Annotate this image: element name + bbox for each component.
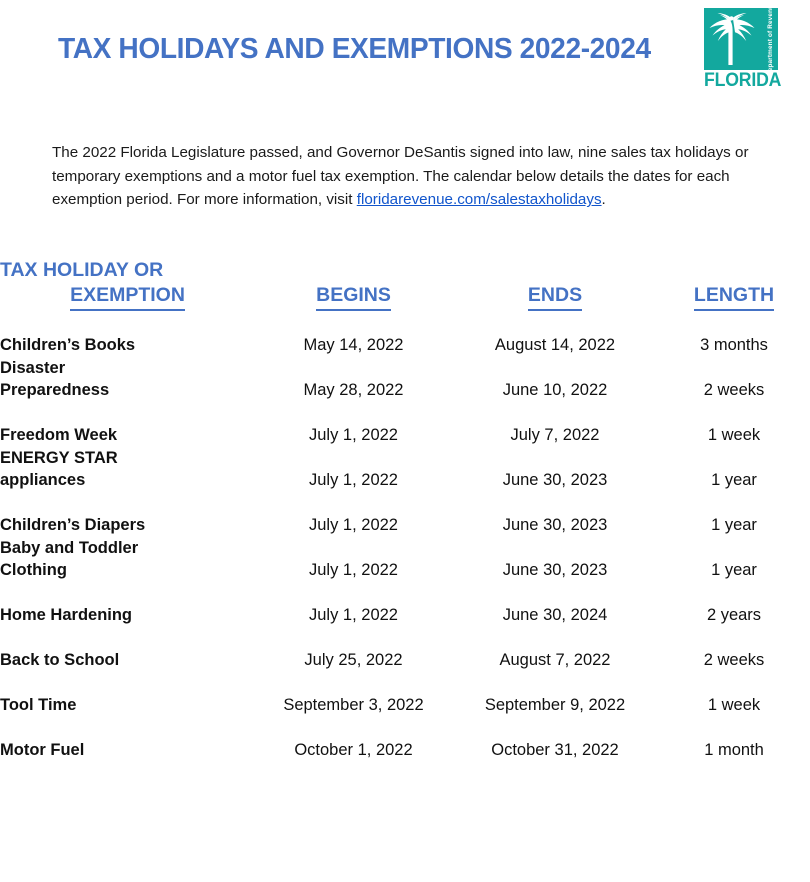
table-row — [0, 446, 810, 491]
table-row — [0, 581, 810, 626]
cell-ends-date: September 9, 2022 — [484, 696, 626, 714]
table-row — [0, 626, 810, 671]
cell-length: 2 weeks — [703, 651, 765, 669]
column-header-begins — [255, 258, 452, 311]
column-header-exemption-line1: TAX HOLIDAY OR — [0, 259, 164, 281]
cell-ends-date: June 30, 2024 — [502, 606, 608, 624]
cell-begins-date: October 1, 2022 — [294, 741, 413, 759]
exemption-name-line1: ENERGY STAR — [0, 449, 118, 467]
exemption-name-line1: Home Hardening — [0, 606, 133, 624]
table-header-row — [0, 258, 810, 311]
cell-exemption-name — [0, 716, 255, 761]
cell-length: 2 years — [706, 606, 762, 624]
cell-begins-date: July 1, 2022 — [309, 606, 398, 624]
exemption-name-line2: Preparedness — [0, 381, 110, 399]
cell-begins-date: July 1, 2022 — [309, 561, 398, 579]
cell-exemption-name — [0, 536, 255, 581]
cell-ends-date: June 10, 2022 — [502, 381, 608, 399]
cell-ends-date: July 7, 2022 — [510, 426, 600, 444]
cell-length: 1 year — [711, 561, 757, 579]
table-row — [0, 671, 810, 716]
exemption-name-line1: Disaster — [0, 359, 66, 377]
cell-ends-date: August 7, 2022 — [499, 651, 611, 669]
exemption-name-line1: Children’s Diapers — [0, 516, 146, 534]
intro-text-after-link: . — [601, 191, 606, 209]
cell-exemption-name — [0, 626, 255, 671]
exemption-name-line1: Back to School — [0, 651, 120, 669]
cell-exemption-name — [0, 446, 255, 491]
column-header-exemption-line2: EXEMPTION — [70, 283, 185, 311]
cell-begins-date: May 28, 2022 — [303, 381, 404, 399]
cell-exemption-name — [0, 311, 255, 356]
cell-exemption-name — [0, 671, 255, 716]
cell-length: 2 weeks — [703, 381, 765, 399]
cell-begins-date: July 1, 2022 — [309, 471, 398, 489]
page-header — [0, 0, 810, 100]
exemption-name-line2: appliances — [0, 471, 86, 489]
table-row — [0, 716, 810, 761]
cell-begins-date: July 1, 2022 — [309, 516, 398, 534]
salestaxholidays-link[interactable]: floridarevenue.com/salestaxholidays — [356, 191, 602, 209]
page-title: TAX HOLIDAYS AND EXEMPTIONS 2022-2024 — [58, 33, 651, 65]
table-row — [0, 356, 810, 401]
cell-length: 1 year — [711, 516, 757, 534]
cell-exemption-name — [0, 581, 255, 626]
cell-exemption-name — [0, 491, 255, 536]
cell-begins-date: July 25, 2022 — [304, 651, 403, 669]
tax-holidays-table — [0, 258, 810, 761]
exemption-name-line1: Baby and Toddler — [0, 539, 139, 557]
cell-exemption-name — [0, 356, 255, 401]
table-row — [0, 311, 810, 356]
column-header-ends-label: ENDS — [528, 283, 582, 311]
cell-length: 1 week — [707, 696, 761, 714]
cell-length: 3 months — [700, 336, 768, 354]
cell-length: 1 month — [704, 741, 764, 759]
palm-tree-icon — [706, 9, 758, 69]
florida-department-of-revenue-logo — [704, 1, 782, 92]
column-header-exemption — [0, 258, 255, 311]
column-header-begins-label: BEGINS — [316, 283, 391, 311]
table-row — [0, 401, 810, 446]
cell-ends-date: June 30, 2023 — [502, 516, 608, 534]
logo-teal-square — [704, 1, 778, 77]
table-row — [0, 536, 810, 581]
cell-length: 1 year — [711, 471, 757, 489]
column-header-length-label: LENGTH — [694, 283, 774, 311]
cell-exemption-name — [0, 401, 255, 446]
cell-ends-date: October 31, 2022 — [491, 741, 619, 759]
exemption-name-line1: Tool Time — [0, 696, 77, 714]
exemption-name-line1: Children’s Books — [0, 336, 136, 354]
exemption-name-line1: Freedom Week — [0, 426, 118, 444]
logo-wordmark: FLORIDA — [704, 70, 782, 91]
cell-begins-date: May 14, 2022 — [303, 336, 404, 354]
logo-vertical-text: Department of Revenue — [767, 1, 774, 77]
column-header-length — [658, 258, 810, 311]
intro-text-before-link: The 2022 Florida Legislature passed, and Governor DeSantis signed into law, nine sales tax holidays or temporary exemptions and a motor fuel tax exemption. The calendar below details the dates for each exemption period. For more information, visit — [52, 144, 749, 209]
cell-begins-date: September 3, 2022 — [283, 696, 424, 714]
intro-paragraph — [52, 141, 758, 212]
exemption-name-line2: Clothing — [0, 561, 67, 579]
table-row — [0, 491, 810, 536]
cell-ends-date: June 30, 2023 — [502, 561, 608, 579]
column-header-ends — [452, 258, 658, 311]
cell-length: 1 week — [707, 426, 761, 444]
cell-ends-date: June 30, 2023 — [502, 471, 608, 489]
cell-begins-date: July 1, 2022 — [309, 426, 398, 444]
cell-ends-date: August 14, 2022 — [494, 336, 616, 354]
exemption-name-line1: Motor Fuel — [0, 741, 85, 759]
